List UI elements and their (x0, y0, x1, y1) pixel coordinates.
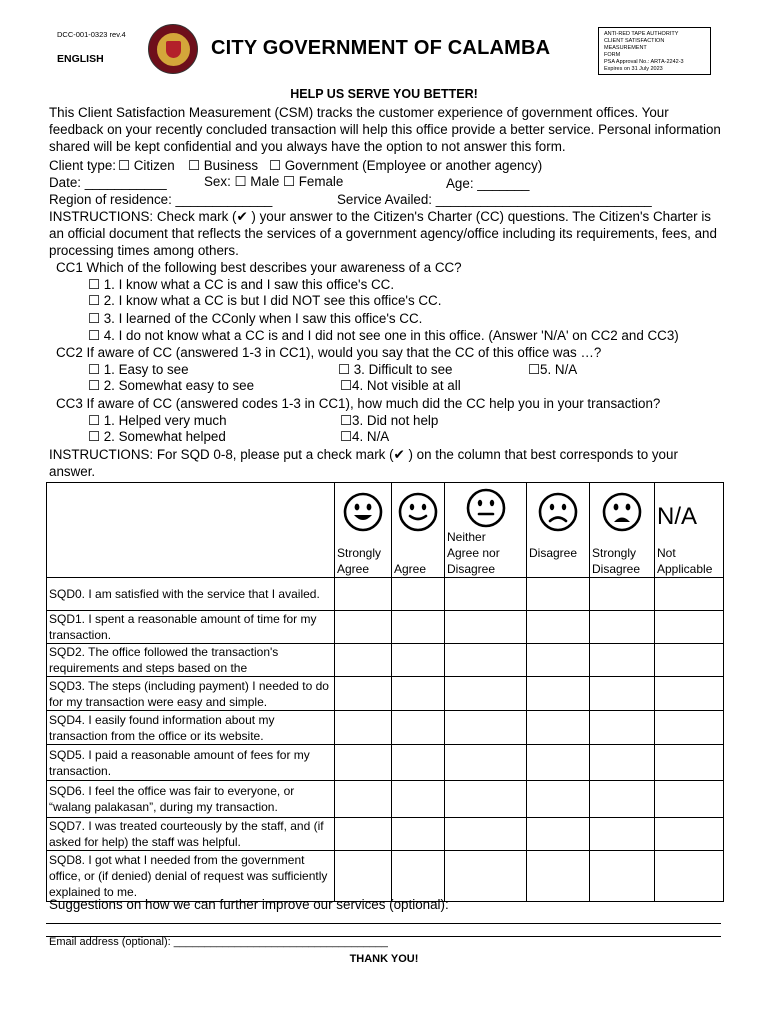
cc3-option-1[interactable]: ☐ 1. Helped very much (88, 413, 227, 428)
column-label: Neither Agree nor Disagree (447, 530, 500, 576)
client-type-label: Client type: (49, 158, 116, 173)
table-row (47, 851, 724, 902)
question-text: SQD8. I got what I needed from the government office, or (if denied) denial of request was sufficiently explained to me. (49, 853, 328, 899)
rating-cell[interactable] (590, 578, 655, 611)
rating-cell[interactable] (445, 711, 527, 745)
rating-cell[interactable] (392, 611, 445, 644)
sqd-rating-table (46, 482, 724, 902)
cc1-question: CC1 Which of the following best describes your awareness of a CC? (56, 260, 462, 275)
suggestions-line-1[interactable] (46, 923, 721, 924)
region-field[interactable]: Region of residence: _____________ (49, 192, 273, 207)
rating-cell[interactable] (335, 851, 392, 902)
rating-cell[interactable] (590, 611, 655, 644)
rating-cell[interactable] (335, 781, 392, 818)
rating-cell[interactable] (527, 745, 590, 781)
sqd3-question (47, 677, 335, 711)
table-row (47, 578, 724, 611)
question-text: SQD6. I feel the office was fair to everyone, or “walang palakasan”, during my transaction. (49, 784, 295, 814)
rating-cell[interactable] (590, 677, 655, 711)
table-row (47, 781, 724, 818)
table-row (47, 611, 724, 644)
table-header-blank (47, 483, 335, 578)
cc1-option-2[interactable]: ☐ 2. I know what a CC is but I did NOT see this office's CC. (88, 293, 442, 308)
column-label: Strongly Agree (337, 546, 382, 576)
rating-cell[interactable] (445, 745, 527, 781)
cc3-question: CC3 If aware of CC (answered codes 1-3 in CC1), how much did the CC help you in your transaction? (56, 396, 661, 411)
date-field[interactable]: Date: ___________ (49, 175, 167, 190)
column-label: Disagree (529, 546, 578, 560)
cc3-option-4[interactable]: ☐4. N/A (340, 429, 390, 444)
table-row (47, 745, 724, 781)
client-type-government-checkbox[interactable]: ☐ Government (Employee or another agency) (269, 158, 543, 173)
cc1-option-4[interactable]: ☐ 4. I do not know what a CC is and I did not see one in this office. (Answer 'N/A' on CC2 and CC3) (88, 328, 679, 343)
rating-cell[interactable] (590, 851, 655, 902)
sqd4-question (47, 711, 335, 745)
question-text: SQD0. I am satisfied with the service that I availed. (49, 587, 320, 601)
rating-cell[interactable] (392, 578, 445, 611)
rating-cell[interactable] (335, 818, 392, 851)
rating-cell[interactable] (655, 781, 724, 818)
column-strongly-agree (335, 483, 392, 578)
arta-line: Expires on 31 July 2023 (604, 66, 663, 72)
rating-cell[interactable] (655, 677, 724, 711)
sqd2-question (47, 644, 335, 677)
arta-approval-box (598, 27, 711, 75)
cc2-question: CC2 If aware of CC (answered 1-3 in CC1), would you say that the CC of this office was …? (56, 345, 602, 360)
arta-line: ANTI-RED TAPE AUTHORITY (604, 31, 679, 37)
intro-line: feedback on your recently concluded transaction will help this office provide a better service. Personal information (49, 122, 721, 137)
question-text: SQD5. I paid a reasonable amount of fees for my transaction. (49, 747, 310, 778)
rating-cell[interactable] (445, 818, 527, 851)
rating-cell[interactable] (335, 711, 392, 745)
sqd7-question (47, 818, 335, 851)
rating-cell[interactable] (655, 611, 724, 644)
age-field[interactable]: Age: _______ (446, 176, 530, 191)
rating-cell[interactable] (527, 677, 590, 711)
sex-field[interactable]: Sex: ☐ Male ☐ Female (204, 174, 344, 189)
rating-cell[interactable] (392, 781, 445, 818)
rating-cell[interactable] (590, 711, 655, 745)
rating-cell[interactable] (335, 578, 392, 611)
column-label: Not Applicable (657, 546, 713, 576)
column-label: Strongly Disagree (592, 546, 641, 576)
arta-line: CLIENT SATISFACTION MEASUREMENT (604, 38, 665, 51)
happy-face-icon (397, 491, 439, 533)
intro-line: shared will be kept confidential and you always have the option to not answer this form. (49, 139, 566, 154)
rating-cell[interactable] (590, 818, 655, 851)
very-happy-face-icon (342, 491, 384, 533)
not-applicable-symbol: N/A (657, 503, 698, 530)
cc2-option-1[interactable]: ☐ 1. Easy to see (88, 362, 189, 377)
instruction-line: processing times among others. (49, 243, 239, 258)
column-disagree (527, 483, 590, 578)
rating-cell[interactable] (335, 644, 392, 677)
arta-line: PSA Approval No.: ARTA-2242-3 (604, 59, 684, 65)
cc3-option-3[interactable]: ☐3. Did not help (340, 413, 439, 428)
question-text: SQD7. I was treated courteously by the staff, and (if asked for help) the staff was helpful. (49, 819, 324, 849)
client-type-business-checkbox[interactable]: ☐ Business (188, 158, 259, 173)
sqd0-question (47, 578, 335, 611)
intro-text (49, 104, 721, 155)
rating-cell[interactable] (445, 578, 527, 611)
cc2-option-3[interactable]: ☐ 3. Difficult to see (338, 362, 453, 377)
sqd-instructions (49, 446, 678, 480)
instruction-line: answer. (49, 464, 96, 479)
table-row (47, 711, 724, 745)
thank-you-text: THANK YOU! (349, 953, 419, 965)
rating-cell[interactable] (527, 781, 590, 818)
arta-line: FORM (604, 52, 621, 58)
rating-cell[interactable] (527, 578, 590, 611)
table-row (47, 818, 724, 851)
table-row (47, 677, 724, 711)
rating-cell[interactable] (392, 677, 445, 711)
rating-cell[interactable] (527, 644, 590, 677)
sqd6-question (47, 781, 335, 818)
rating-cell[interactable] (527, 611, 590, 644)
rating-cell[interactable] (392, 818, 445, 851)
cc2-option-5[interactable]: ☐5. N/A (528, 362, 578, 377)
rating-cell[interactable] (445, 644, 527, 677)
service-availed-field[interactable]: Service Availed: _____________________________ (337, 192, 652, 207)
rating-cell[interactable] (590, 644, 655, 677)
rating-cell[interactable] (655, 578, 724, 611)
rating-cell[interactable] (655, 745, 724, 781)
rating-cell[interactable] (445, 677, 527, 711)
intro-line: This Client Satisfaction Measurement (CSM) tracks the customer experience of government offices. Your (49, 105, 669, 120)
email-field[interactable]: Email address (optional): ___________________________________ (49, 936, 388, 948)
rating-cell[interactable] (590, 781, 655, 818)
rating-cell[interactable] (527, 851, 590, 902)
document-code: DCC-001-0323 rev.4 (57, 30, 126, 39)
question-text: SQD4. I easily found information about my transaction from the office or its website. (49, 712, 275, 743)
client-type-citizen-checkbox[interactable]: ☐ Citizen (118, 158, 175, 173)
sqd8-question (47, 851, 335, 902)
column-neither (445, 483, 527, 578)
column-strongly-disagree (590, 483, 655, 578)
question-text: SQD3. The steps (including payment) I needed to do for my transaction were easy and simple. (49, 678, 329, 709)
city-seal-logo (148, 24, 198, 74)
cc3-option-2[interactable]: ☐ 2. Somewhat helped (88, 429, 226, 444)
very-sad-face-icon (601, 491, 643, 533)
rating-cell[interactable] (445, 781, 527, 818)
rating-cell[interactable] (655, 851, 724, 902)
neutral-face-icon (465, 487, 507, 529)
language-label: ENGLISH (57, 53, 104, 65)
rating-cell[interactable] (392, 745, 445, 781)
rating-cell[interactable] (392, 644, 445, 677)
sad-face-icon (537, 491, 579, 533)
cc-instructions (49, 208, 717, 259)
suggestions-label: Suggestions on how we can further improve our services (optional): (49, 897, 449, 912)
rating-cell[interactable] (335, 611, 392, 644)
rating-cell[interactable] (445, 611, 527, 644)
question-text: SQD2. The office followed the transaction's requirements and steps based on the (49, 645, 279, 675)
rating-cell[interactable] (527, 711, 590, 745)
rating-cell[interactable] (445, 851, 527, 902)
rating-cell[interactable] (655, 644, 724, 677)
rating-cell[interactable] (335, 745, 392, 781)
column-agree (392, 483, 445, 578)
form-heading: HELP US SERVE YOU BETTER! (290, 87, 478, 101)
rating-cell[interactable] (655, 711, 724, 745)
cc1-option-3[interactable]: ☐ 3. I learned of the CConly when I saw this office's CC. (88, 311, 423, 326)
sqd1-question (47, 611, 335, 644)
question-text: SQD1. I spent a reasonable amount of time for my transaction. (49, 612, 317, 642)
table-header-row (47, 483, 724, 578)
instruction-line: an official document that reflects the services of a government agency/office including its requirements, fees, and (49, 226, 717, 241)
rating-cell[interactable] (527, 818, 590, 851)
column-not-applicable (655, 483, 724, 578)
rating-cell[interactable] (335, 677, 392, 711)
instruction-line: INSTRUCTIONS: For SQD 0-8, please put a check mark (✔ ) on the column that best corresponds to your (49, 447, 678, 462)
instruction-line: INSTRUCTIONS: Check mark (✔ ) your answer to the Citizen's Charter (CC) questions. The Citizen's Charter is (49, 209, 711, 224)
cc1-option-1[interactable]: ☐ 1. I know what a CC is and I saw this office's CC. (88, 277, 395, 292)
column-label: Agree (394, 562, 427, 576)
page-title: CITY GOVERNMENT OF CALAMBA (211, 37, 551, 59)
rating-cell[interactable] (655, 818, 724, 851)
cc2-option-4[interactable]: ☐4. Not visible at all (340, 378, 461, 393)
sqd5-question (47, 745, 335, 781)
cc2-option-2[interactable]: ☐ 2. Somewhat easy to see (88, 378, 255, 393)
rating-cell[interactable] (590, 745, 655, 781)
table-row (47, 644, 724, 677)
rating-cell[interactable] (392, 711, 445, 745)
rating-cell[interactable] (392, 851, 445, 902)
